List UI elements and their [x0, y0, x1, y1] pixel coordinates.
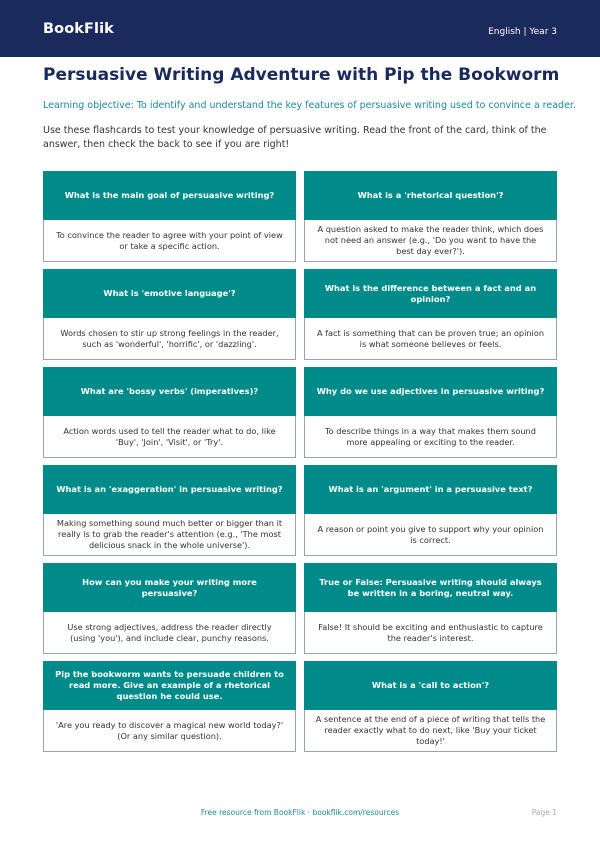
flashcard	[304, 269, 557, 360]
page-number: Page 1	[531, 808, 557, 817]
card-back: Words chosen to stir up strong feelings in the reader, such as 'wonderful', 'horrific', or 'dazzling'.	[43, 318, 296, 360]
flashcard	[43, 171, 296, 262]
flashcard	[43, 563, 296, 654]
flashcard	[304, 171, 557, 262]
page-title: Persuasive Writing Adventure with Pip the Bookworm	[43, 65, 560, 85]
flashcard	[304, 367, 557, 458]
flashcard	[43, 465, 296, 556]
card-back: Use strong adjectives, address the reader directly (using 'you'), and include clear, punchy reasons.	[43, 612, 296, 654]
brand-logo: BookFlik	[43, 21, 114, 37]
card-back: To describe things in a way that makes them sound more appealing or exciting to the reader.	[304, 416, 557, 458]
flashcard	[43, 661, 296, 752]
card-front: What is a 'rhetorical question'?	[304, 171, 557, 220]
card-back: A fact is something that can be proven true; an opinion is what someone believes or feels.	[304, 318, 557, 360]
card-back: A sentence at the end of a piece of writing that tells the reader exactly what to do next, like 'Buy your ticket today!'	[304, 710, 557, 752]
card-back: A question asked to make the reader think, which does not need an answer (e.g., 'Do you want to have the best day ever?').	[304, 220, 557, 262]
card-back: A reason or point you give to support why your opinion is correct.	[304, 514, 557, 556]
card-front: What is 'emotive language'?	[43, 269, 296, 318]
card-front: What is a 'call to action'?	[304, 661, 557, 710]
flashcard	[43, 367, 296, 458]
card-front: How can you make your writing more persuasive?	[43, 563, 296, 612]
footer-link[interactable]: Free resource from BookFlik · bookflik.com/resources	[200, 808, 400, 817]
flashcard	[43, 269, 296, 360]
flashcard	[304, 563, 557, 654]
card-front: True or False: Persuasive writing should always be written in a boring, neutral way.	[304, 563, 557, 612]
card-front: Why do we use adjectives in persuasive writing?	[304, 367, 557, 416]
subject-year-label: English | Year 3	[488, 27, 557, 37]
card-front: What are 'bossy verbs' (imperatives)?	[43, 367, 296, 416]
card-back: 'Are you ready to discover a magical new world today?' (Or any similar question).	[43, 710, 296, 752]
flashcard-grid	[43, 171, 557, 752]
card-back: Action words used to tell the reader what to do, like 'Buy', 'Join', 'Visit', or 'Try'.	[43, 416, 296, 458]
learning-objective: Learning objective: To identify and understand the key features of persuasive writing used to convince a reader.	[43, 100, 576, 111]
card-front: Pip the bookworm wants to persuade children to read more. Give an example of a rhetorical question he could use.	[43, 661, 296, 710]
card-front: What is the difference between a fact and an opinion?	[304, 269, 557, 318]
intro-text: Use these flashcards to test your knowledge of persuasive writing. Read the front of the card, think of the answer, then check the back to see if you are right!	[43, 125, 547, 150]
flashcard	[304, 465, 557, 556]
card-back: To convince the reader to agree with your point of view or take a specific action.	[43, 220, 296, 262]
flashcard	[304, 661, 557, 752]
card-front: What is the main goal of persuasive writing?	[43, 171, 296, 220]
card-front: What is an 'exaggeration' in persuasive writing?	[43, 465, 296, 514]
header-bar	[0, 0, 600, 57]
card-back: Making something sound much better or bigger than it really is to grab the reader's attention (e.g., 'The most delicious snack in the whole universe').	[43, 514, 296, 556]
card-back: False! It should be exciting and enthusiastic to capture the reader's interest.	[304, 612, 557, 654]
card-front: What is an 'argument' in a persuasive text?	[304, 465, 557, 514]
